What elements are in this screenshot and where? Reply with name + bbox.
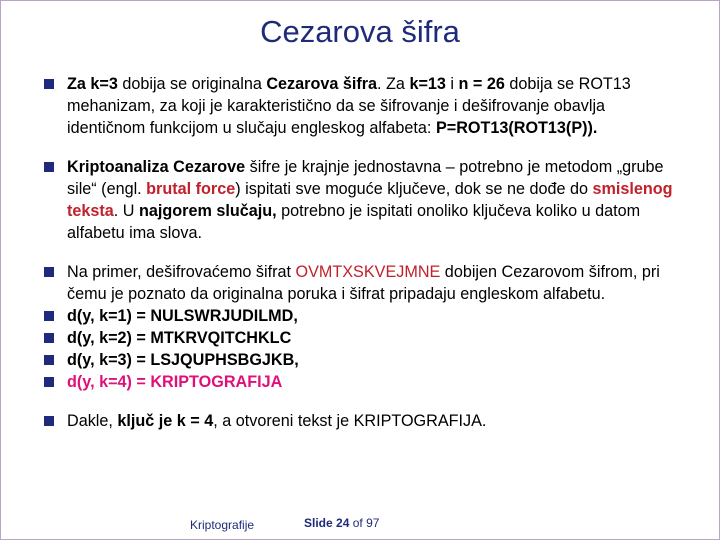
bullet-item-k4: [44, 371, 684, 393]
square-bullet-icon: [44, 377, 54, 387]
text: šifre je krajnje jednostavna – potrebno je metodom „grube sile“ (engl.: [67, 158, 664, 198]
text: . U: [113, 202, 139, 220]
bold-text: ključ je k = 4: [117, 412, 214, 430]
bold-text: najgorem slučaju,: [138, 202, 277, 220]
square-bullet-icon: [44, 416, 54, 426]
footer-course: Kriptografije: [190, 518, 255, 532]
text: . Za: [377, 75, 410, 93]
decryption-k4: d(y, k=4) = KRIPTOGRAFIJA: [67, 373, 283, 391]
bullet-item-k1: [44, 305, 684, 327]
bullet-item-conclusion: [44, 410, 684, 432]
ciphertext: OVMTXSKVEJMNE: [295, 263, 441, 281]
text: Dakle,: [67, 412, 118, 430]
text: dobijen Cezarovom šifrom, pri čemu je poznato da originalna poruka i šifrat pripadaju engleskom alfabetu.: [67, 263, 660, 303]
bold-text: k=13: [409, 75, 446, 93]
square-bullet-icon: [44, 333, 54, 343]
square-bullet-icon: [44, 79, 54, 89]
square-bullet-icon: [44, 267, 54, 277]
bullet-list: [44, 73, 684, 432]
square-bullet-icon: [44, 162, 54, 172]
slide-label: Slide: [304, 516, 333, 530]
text: potrebno je ispitati onoliko ključeva koliko u datom alfabetu ima slova.: [67, 202, 641, 242]
decryption-k2: d(y, k=2) = MTKRVQITCHKLC: [67, 329, 292, 347]
text: dobija se ROT13 mehanizam, za koji je karakteristično da se šifrovanje i dešifrovanje obavlja identičnom funkcijom u slučaju engleskog alfabeta:: [67, 75, 631, 137]
bold-text: Kriptoanaliza Cezarove: [67, 158, 246, 176]
decryption-k1: d(y, k=1) = NULSWRJUDILMD,: [67, 307, 298, 325]
bold-text: n = 26: [458, 75, 505, 93]
decryption-k3: d(y, k=3) = LSJQUPHSBGJKB,: [67, 351, 299, 369]
bold-text: P=ROT13(ROT13(P)).: [435, 119, 598, 137]
highlight-text: brutal force: [146, 180, 236, 198]
square-bullet-icon: [44, 355, 54, 365]
bullet-item-k2: [44, 327, 684, 349]
text: dobija se originalna: [117, 75, 267, 93]
square-bullet-icon: [44, 311, 54, 321]
slide-num: 24: [336, 516, 350, 530]
of-label: of: [352, 516, 363, 530]
highlight-text: smislenog teksta: [67, 180, 673, 220]
text: , a otvoreni tekst je KRIPTOGRAFIJA.: [213, 412, 487, 430]
text: i: [445, 75, 459, 93]
bullet-item-example: [44, 261, 684, 305]
footer-slide-number: [304, 516, 379, 530]
bold-text: Cezarova šifra: [266, 75, 378, 93]
slide-title: Cezarova šifra: [260, 14, 460, 49]
slide-total: 97: [366, 516, 380, 530]
bullet-item-rot13: [44, 73, 684, 139]
bullet-item-cryptanalysis: [44, 156, 684, 244]
bold-text: Za k=3: [67, 75, 118, 93]
text: Na primer, dešifrovaćemo šifrat: [67, 263, 296, 281]
text: ) ispitati sve moguće ključeve, dok se ne dođe do: [235, 180, 593, 198]
bullet-item-k3: [44, 349, 684, 371]
